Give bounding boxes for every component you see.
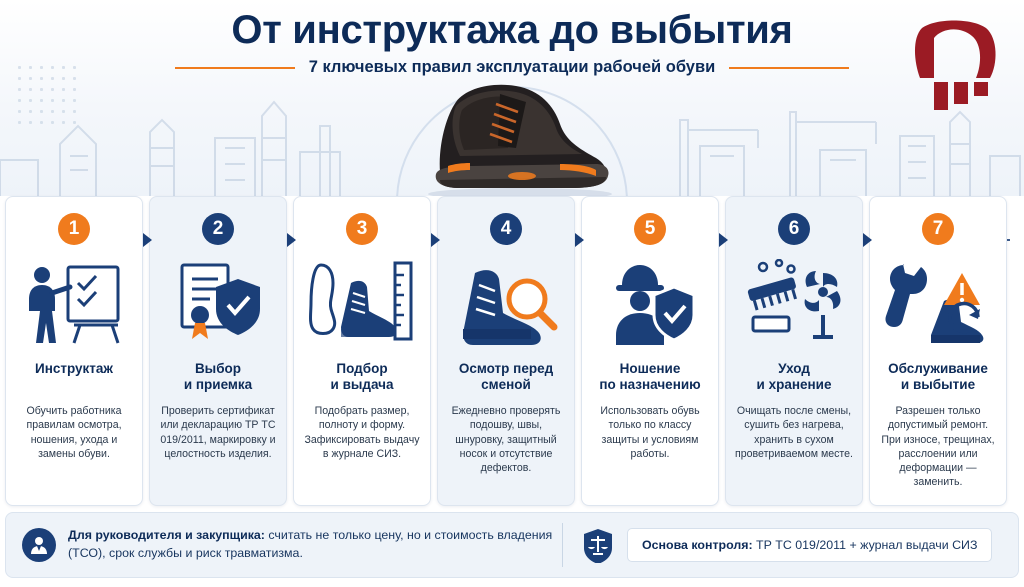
step-title-1: Инструктаж: [34, 361, 113, 376]
step-card-6[interactable]: [725, 196, 863, 506]
step-text-7: Разрешен только допустимый ремонт. При износе, трещинах, расслоении или деформации — заменить.: [881, 405, 995, 489]
step-title-6: Уход и хранение: [756, 361, 832, 392]
step-title-7: Обслуживание и выбытие: [888, 361, 988, 392]
foot-measure-boot-icon: [303, 251, 421, 359]
footer-left-rest: считать не только цену, но и стоимость владения (ТСО), срок службы и риск травматизма.: [68, 528, 553, 560]
boot-magnifier-icon: [447, 251, 565, 359]
worker-shield-icon: [591, 251, 709, 359]
step-title-3: Подбор и выдача: [330, 361, 394, 392]
step-badge-2: 2: [202, 213, 234, 245]
step-arrow-5: [719, 233, 728, 247]
footer-left-bold: Для руководителя и закупщика:: [68, 528, 265, 543]
manager-avatar-icon: [22, 528, 56, 562]
footer-right-bold: Основа контроля:: [642, 538, 753, 552]
step-text-6: Очищать после смены, сушить без нагрева, хранить в сухом проветриваемом месте.: [735, 405, 853, 460]
step-card-4[interactable]: [437, 196, 575, 506]
step-badge-6: 6: [778, 213, 810, 245]
spartan-helmet-logo: [902, 14, 1006, 118]
step-card-3[interactable]: [293, 196, 431, 506]
header: [0, 0, 1024, 196]
step-title-5: Ношение по назначению: [599, 361, 701, 392]
step-title-2: Выбор и приемка: [183, 361, 253, 392]
page-title: От инструктажа до выбытия: [231, 8, 793, 52]
footer-bar: [5, 512, 1019, 578]
subtitle-rule-left: [175, 67, 295, 69]
step-badge-5: 5: [634, 213, 666, 245]
step-arrow-1: [143, 233, 152, 247]
step-card-5[interactable]: [581, 196, 719, 506]
step-arrow-6: [863, 233, 872, 247]
certificate-shield-icon: [159, 251, 277, 359]
subtitle-rule-right: [729, 67, 849, 69]
footer-right-rest: ТР ТС 019/2011 + журнал выдачи СИЗ: [752, 538, 978, 552]
step-text-1: Обучить работника правилам осмотра, ношения, ухода и замены обуви.: [26, 405, 122, 460]
scales-shield-icon: [581, 527, 615, 563]
wrench-boot-warning-icon: [879, 251, 997, 359]
footer-left: [6, 527, 562, 563]
step-text-3: Подобрать размер, полноту и форму. Зафиксировать выдачу в журнале СИЗ.: [304, 405, 420, 460]
footer-right: [563, 527, 1018, 563]
step-card-1[interactable]: [5, 196, 143, 506]
step-badge-1: 1: [58, 213, 90, 245]
step-text-5: Использовать обувь только по классу защиты и условиям работы.: [600, 405, 700, 460]
work-boot-illustration: [400, 76, 626, 196]
step-badge-3: 3: [346, 213, 378, 245]
brush-fan-drying-icon: [735, 251, 853, 359]
subtitle-row: [0, 58, 1024, 77]
step-arrow-3: [431, 233, 440, 247]
footer-left-text: [68, 527, 562, 563]
steps-row: [5, 196, 1019, 506]
step-arrow-4: [575, 233, 584, 247]
step-title-4: Осмотр перед сменой: [458, 361, 554, 392]
step-text-4: Ежедневно проверять подошву, швы, шнуровку, защитный носок и отсутствие дефектов.: [451, 405, 561, 475]
instructor-presentation-icon: [15, 251, 133, 359]
page-subtitle: 7 ключевых правил эксплуатации рабочей обуви: [308, 58, 716, 76]
step-badge-7: 7: [922, 213, 954, 245]
control-basis-pill: [627, 528, 992, 562]
step-card-2[interactable]: [149, 196, 287, 506]
step-card-7[interactable]: [869, 196, 1007, 506]
step-arrow-2: [287, 233, 296, 247]
step-text-2: Проверить сертификат или декларацию ТР ТС 019/2011, маркировку и целостность изделия.: [160, 405, 276, 460]
step-badge-4: 4: [490, 213, 522, 245]
